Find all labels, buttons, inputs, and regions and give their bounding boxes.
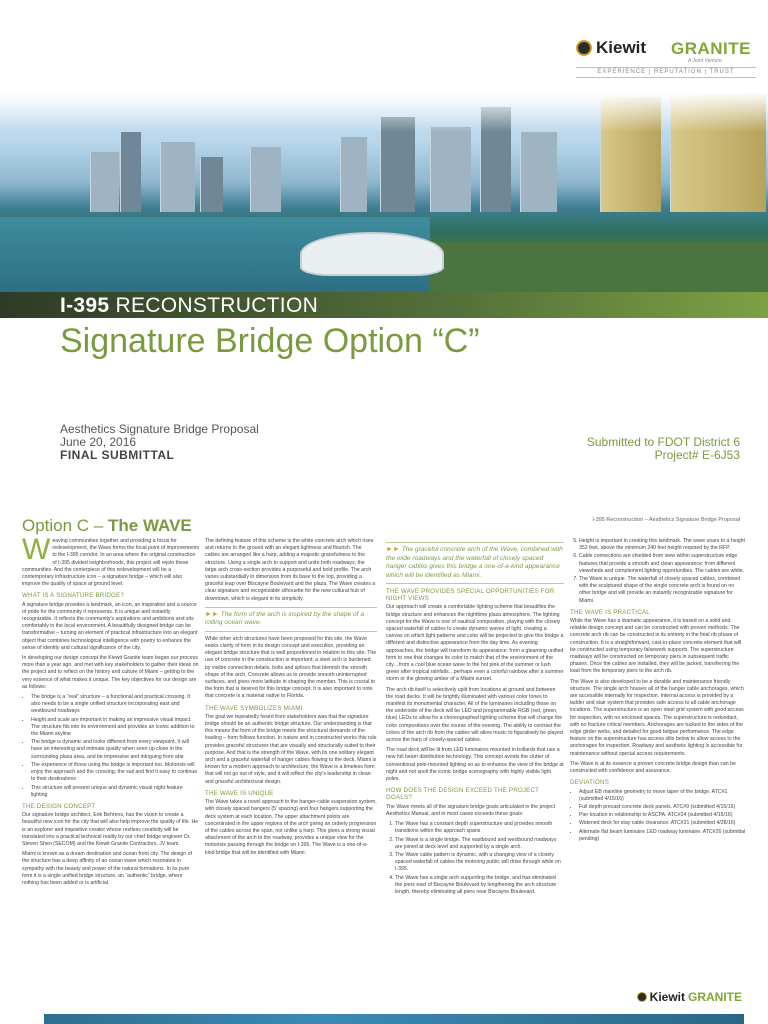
paragraph: Miami is known as a dream destination and ocean front city. The design of the structure has a deep affinity of an ocean wave which resonates in sympathy with the beauty and power of the natural formations. In its pure form it is a single unified bridge structure, an “authentic” bridge, where nothing has been added or is artificial.: [22, 851, 192, 886]
building: [200, 157, 223, 212]
project-number: Project# E-6J53: [654, 448, 740, 462]
objectives-list: [22, 694, 200, 799]
list-item: 6. Cable connections are shielded from view within superstructure edge features that provide a smooth and clean appearance; from different viewsheds and complement lighting opportunities. The cables are white.: [579, 553, 746, 575]
paragraph: The road deck will be lit from LED luminaires mounted in bollards that use a new full beam distribution technology. This concept avoids the clutter of conventional pole-mounted lighting so as to enhance the view of the bridge at night and not spoil the iconic bridge scenography with highly visible light poles.: [386, 747, 564, 783]
list-item: 4. The Wave has a single arch supporting the bridge, and has eliminated the piers east of Biscayne Boulevard by lengthening the arch structure length, thereby eliminating all piers near Biscayne Boulevard.: [395, 875, 564, 897]
column-3: [386, 538, 564, 899]
paragraph: Our signature bridge architect, Erik Behrens, has the vision to create a beautiful new icon for the city that will also help improve the quality of life. He is an explorer and inquisitive creator whose restless creativity will be translated into a practical technical reality by our chief bridge engineer Dr. Steven Shen (SECOM) and the Kiewit Granite Contractors, JV team.: [22, 812, 199, 847]
building: [250, 147, 281, 212]
banner-title: [60, 294, 318, 318]
pull-quote: [386, 542, 564, 584]
granite-sub: A Joint Venture: [688, 58, 722, 64]
proposal-date: June 20, 2016: [60, 435, 137, 449]
arrow-icon: ►►: [205, 610, 219, 618]
skyline-photo: [0, 92, 768, 292]
submitted-to: Submitted to FDOT District 6: [586, 435, 740, 449]
paragraph: A signature bridge provides a landmark, an icon, an inspiration and a source of pride for the community it represents. It is unique and instantly recognizable. It reflects the community's aspirations and ambitions and sits comfortably in the local environment. A beautifully designed bridge can be transformative – turning an element of practical infrastructure into an elegant object that combines technological intelligence with poetry to enhance the sense of identity and cultural significance of the city.: [22, 601, 198, 651]
section-heading: THE WAVE PROVIDES SPECIAL OPPORTUNITIES FOR NIGHT VIEWS: [386, 588, 555, 603]
section-heading: DEVIATIONS: [570, 779, 610, 787]
sky-fade: [0, 92, 768, 132]
list-item: • The experience of those using the bridge is important too. Motorists will enjoy the approach and the crossing, the sail and find it easy to continue to their destinations: [31, 762, 200, 784]
goals-list: [386, 821, 564, 896]
section-heading: THE DESIGN CONCEPT: [22, 802, 96, 810]
paragraph: The Wave is also developed to be a durable and maintenance friendly structure. The single arch houses all of the hanger cable anchorages, which are accessible internally for inspection. Internal access is provided by a ladder and stair system that provides safe access to all cable anchorage locations. The superstructure is an open steel grid system with good access for inspection, with no enclosed spaces. The superstructure is redundant, with no fracture critical members. Anchorages are tucked to the sides of the edge girder webs, and detailed for good fatigue performance. The edge feature on the superstructure has access slits below to allow access to the anchorages for inspection. Roadway and aesthetic lighting is accessible for maintenance without special access requirements.: [570, 678, 744, 757]
section-heading: THE WAVE IS PRACTICAL: [570, 608, 650, 616]
section-heading: WHAT IS A SIGNATURE BRIDGE?: [22, 592, 125, 600]
granite-logo: GRANITE: [671, 39, 751, 58]
paragraph: The goal we repeatedly heard from stakeholders was that the signature bridge should be an authentic bridge structure. Our understanding is that this means the form of the bridge meets the structural demands of the loading – form follows function. In nature and in constructed works this rule provides graceful structures that are visually and structurally suited to their purpose. And that is the strength of the Wave, with its one solitary elegant arch and a graceful waterfall of hanger cables flowing to the deck. Miami is known for a modern approach to architecture; the Wave is a timeless form that will not go out of style, and it will reflect the city's leadership in clean and graceful architectural design.: [205, 713, 377, 785]
running-head: I-395 Reconstruction – Aesthetics Signature Bridge Proposal: [592, 517, 740, 523]
option-name: The WAVE: [108, 516, 192, 535]
list-item: • Full depth precast concrete deck panels. ATC#9 (submitted 4/15/16): [579, 804, 746, 811]
intro-paragraph: [22, 533, 200, 588]
paragraph: In developing our design concept the Kiewit Granite team began our process more than a year ago, and met with key stakeholders to gather their ideas on the project and to reflect on the history and culture of Miami – getting to the very essence of what makes it unique. The key objectives for our design are as follows:: [22, 655, 199, 690]
deviations-list: [570, 789, 746, 843]
kiewit-emblem-icon: [637, 992, 647, 1002]
paragraph: The Wave is at its essence a proven concrete bridge design than can be constructed with confidence and assurance.: [570, 760, 736, 775]
paragraph: Our approach will create a comfortable lighting scheme that beautifies the bridge structure and enhances the nighttime plaza atmosphere. The lighting concept for the Wave is one of nautical composition, playing with the closely spaced waterfall of cables to create dynamic waves of light, creating a canvas on which light patterns and color will be projected to give this bridge a different and distinctive appearance from the day time. As evening approaches, the bridge will transform its appearance: from a gleaming unified form to one that changes its color to match that of the environment of the city…from a cool blue ocean wave to the hot pink of the summer or lush green after tropical rainfalls…perhaps even a colorful rainbow after a summer storm or the glowing amber of a Miami sunset.: [386, 604, 564, 683]
kiewit-emblem-icon: [576, 40, 592, 56]
list-item: • Height and scale are important in making an impressive visual impact. The structure fits into its environment and provides an iconic addition to the Miami skyline: [31, 717, 200, 739]
banner-bold: I-395: [60, 294, 110, 317]
section-heading: THE WAVE SYMBOLIZES MIAMI: [205, 704, 303, 712]
proposal-info: [60, 423, 259, 462]
brand-tagline: EXPERIENCE | REPUTATION | TRUST: [576, 67, 756, 78]
footer-logo: [637, 990, 742, 1004]
footer-kiewit: Kiewit: [649, 990, 685, 1004]
list-item: • The bridge is a “real” structure – a functional and practical crossing. It also needs to be a single unified structure incorporating east and westbound roadways: [31, 694, 200, 716]
section-heading: HOW DOES THE DESIGN EXCEED THE PROJECT GOALS?: [386, 787, 540, 802]
pull-quote: [205, 607, 377, 632]
list-item: 5. Height is important in creating this landmark. The wave soars to a height 352 feet, above the minimum 240 feet height required by the RFP.: [579, 538, 746, 552]
building: [340, 137, 367, 212]
list-item: • Widened deck for stay cable clearance. ATC#21 (submitted 4/28/16): [579, 820, 746, 827]
arrow-icon: ►►: [386, 546, 400, 553]
paragraph: While other arch structures have been proposed for this site, the Wave seeks clarity of form in its design concept and execution, providing an elegant bridge structure that is well proportioned in relation to this site. The use of concrete in the construction is important; a steel arch is burdened by visible connection details, bolts and splices that blemish the smooth shape of the arch. Concrete allows us to provide smooth uninterrupted surfaces, and gives more latitude in shaping the member. This is crucial to the form that is desired for this bridge concept. It is also important to note that concrete is a material native to Florida.: [205, 635, 377, 700]
list-item: • Adjust EB mainline geometry to move taper of the bridge. ATC#1 (submitted 4/15/16): [579, 789, 746, 803]
paragraph: While the Wave has a dramatic appearance, it is based on a solid and reliable design concept and can be constructed with proven methods. The concrete arch rib can be constructed in its entirety in the final rib phase of construction. It is a straightforward, cast-in-place concrete element that will be constructed using temporary falsework supports. The superstructure roadways will be constructed on temporary piers in subsequent traffic phases. Once the cables are installed, they will be jacked, transferring the load from the temporary piers to the arch rib.: [570, 618, 742, 675]
paragraph: The Wave takes a novel approach to the hanger-cable suspension system, with closely spaced hangers (5’ spacing) and four hangers supporting the deck system at each location. The upper attachment points are concentrated in the upper regions of the arch giving an orderly progression of the cables across the span, not unlike a harp. This gives a strong visual attachment of the arch to the roadway, provides a unique view for the motorists passing through the bridge on I-395. The Wave is a one-of-a-kind bridge that will be identified with Miami.: [205, 799, 377, 856]
building: [520, 132, 557, 212]
column-2: [205, 538, 377, 860]
building: [160, 142, 195, 212]
pull-quote-text: The form of the arch is inspired by the shape of a rolling ocean wave.: [205, 610, 365, 627]
banner-light: RECONSTRUCTION: [115, 294, 319, 317]
footer-granite: GRANITE: [688, 990, 742, 1004]
list-item: 1. The Wave has a constant depth superstructure and provides smooth transitions within the approach spans: [395, 821, 564, 835]
proposal-name: Aesthetics Signature Bridge Proposal: [60, 422, 259, 436]
list-item: • Pier location in relationship to ASCPA. ATC#24 (submitted 4/15/16): [579, 812, 746, 819]
intro-text: eaving communities together and providing a focus for redevelopment, the Wave forms the focal point of improvements to the I-395 corridor. In an area where the original construction of I-395 divided neighborhoods, this project will rejoin these communities. And the centerpiece of this redevelopment will be a contemporary infrastructure icon – a signature bridge – which will also improve the quality of space at ground level.: [22, 538, 200, 588]
bottom-photo-strip: [44, 1014, 744, 1024]
paragraph: The arch rib itself is selectively uplit from locations at ground and between the road decks. It will be brightly illuminated with various color tones to manifest its monumental character. All of the luminaires including those on the underside of the deck will be LED and programmable RGB (red, green, blue) LEDs to allow for a choreographed lighting scheme that will change the color compositions over the course of the evening. The ability to contrast the colors of the arch rib from the cables will allow music to figuratively be played across the harp of closely-spaced cables.: [386, 686, 563, 744]
list-item: • This structure will present unique and dynamic visual night feature lighting: [31, 785, 200, 799]
arena: [300, 232, 444, 276]
list-item: 2. The Wave is a single bridge. The eastbound and westbound roadways are joined at deck level and supported by a single arch.: [395, 837, 564, 851]
trees: [430, 242, 768, 292]
kiewit-wordmark: Kiewit: [596, 38, 647, 57]
submitted-info: [587, 436, 740, 462]
title-band: [0, 292, 768, 318]
building: [90, 152, 119, 212]
building: [120, 132, 141, 212]
column-1: [22, 533, 200, 890]
list-item: • The bridge is dynamic and looks different from every viewpoint. It will have an interesting and intimate quality when seen up close in the surrounding plaza area, and be impressive and intriguing from afar: [31, 739, 200, 761]
list-item: 7. The Wave is unique. The waterfall of closely spaced cables, combined with the sculptured shape of the single concrete arch is found on no other bridge and will provide an instantly recognizable signature for Miami.: [579, 576, 746, 605]
drop-cap: W: [22, 533, 51, 566]
pull-quote-text: The graceful concrete arch of the Wave, combined with the wide roadways and the waterfall of closely spaced hanger cables gives this bridge a one-of-a-kind appearance which will be identified as Miami.: [386, 546, 563, 579]
column-4: [570, 538, 746, 846]
section-heading: THE WAVE IS UNIQUE: [205, 789, 274, 797]
building: [430, 127, 471, 212]
option-prefix: Option C –: [22, 516, 108, 535]
list-item: • Alternate flat beam luminaire LED roadway luminaire. ATC#26 (submittal pending): [579, 829, 746, 843]
proposal-status: FINAL SUBMITTAL: [60, 448, 175, 462]
brand-logos: [576, 38, 756, 88]
list-item: 3. The Wave cable pattern is dynamic, with a changing view of a closely spaced waterfall of cables the motoring public will drive through while on I-395.: [395, 852, 564, 874]
kiewit-logo: [576, 38, 646, 58]
page-title: Signature Bridge Option “C”: [60, 322, 480, 360]
paragraph: The Wave meets all of the signature bridge goals articulated in the project Aesthetics Manual, and in most cases exceeds these goals:: [386, 803, 556, 817]
paragraph: The defining feature of this scheme is the white concrete arch which rises and returns to the ground with an elegant lightness and flourish. The cables are arranged like a harp, adding a majestic gracefulness to the structure. Using a single arch to support and unite both roadways, the large arch cross-section provides a purposeful and bold profile. The arch varies substantially in dimension from its base to the top, providing a graceful leap over Biscayne Boulevard and the plaza. The Wave creates a clear signature and recognizable silhouette for the new cultural hub of downtown, which is elegant in its simplicity.: [205, 538, 376, 602]
goals-list-continued: [570, 538, 746, 605]
